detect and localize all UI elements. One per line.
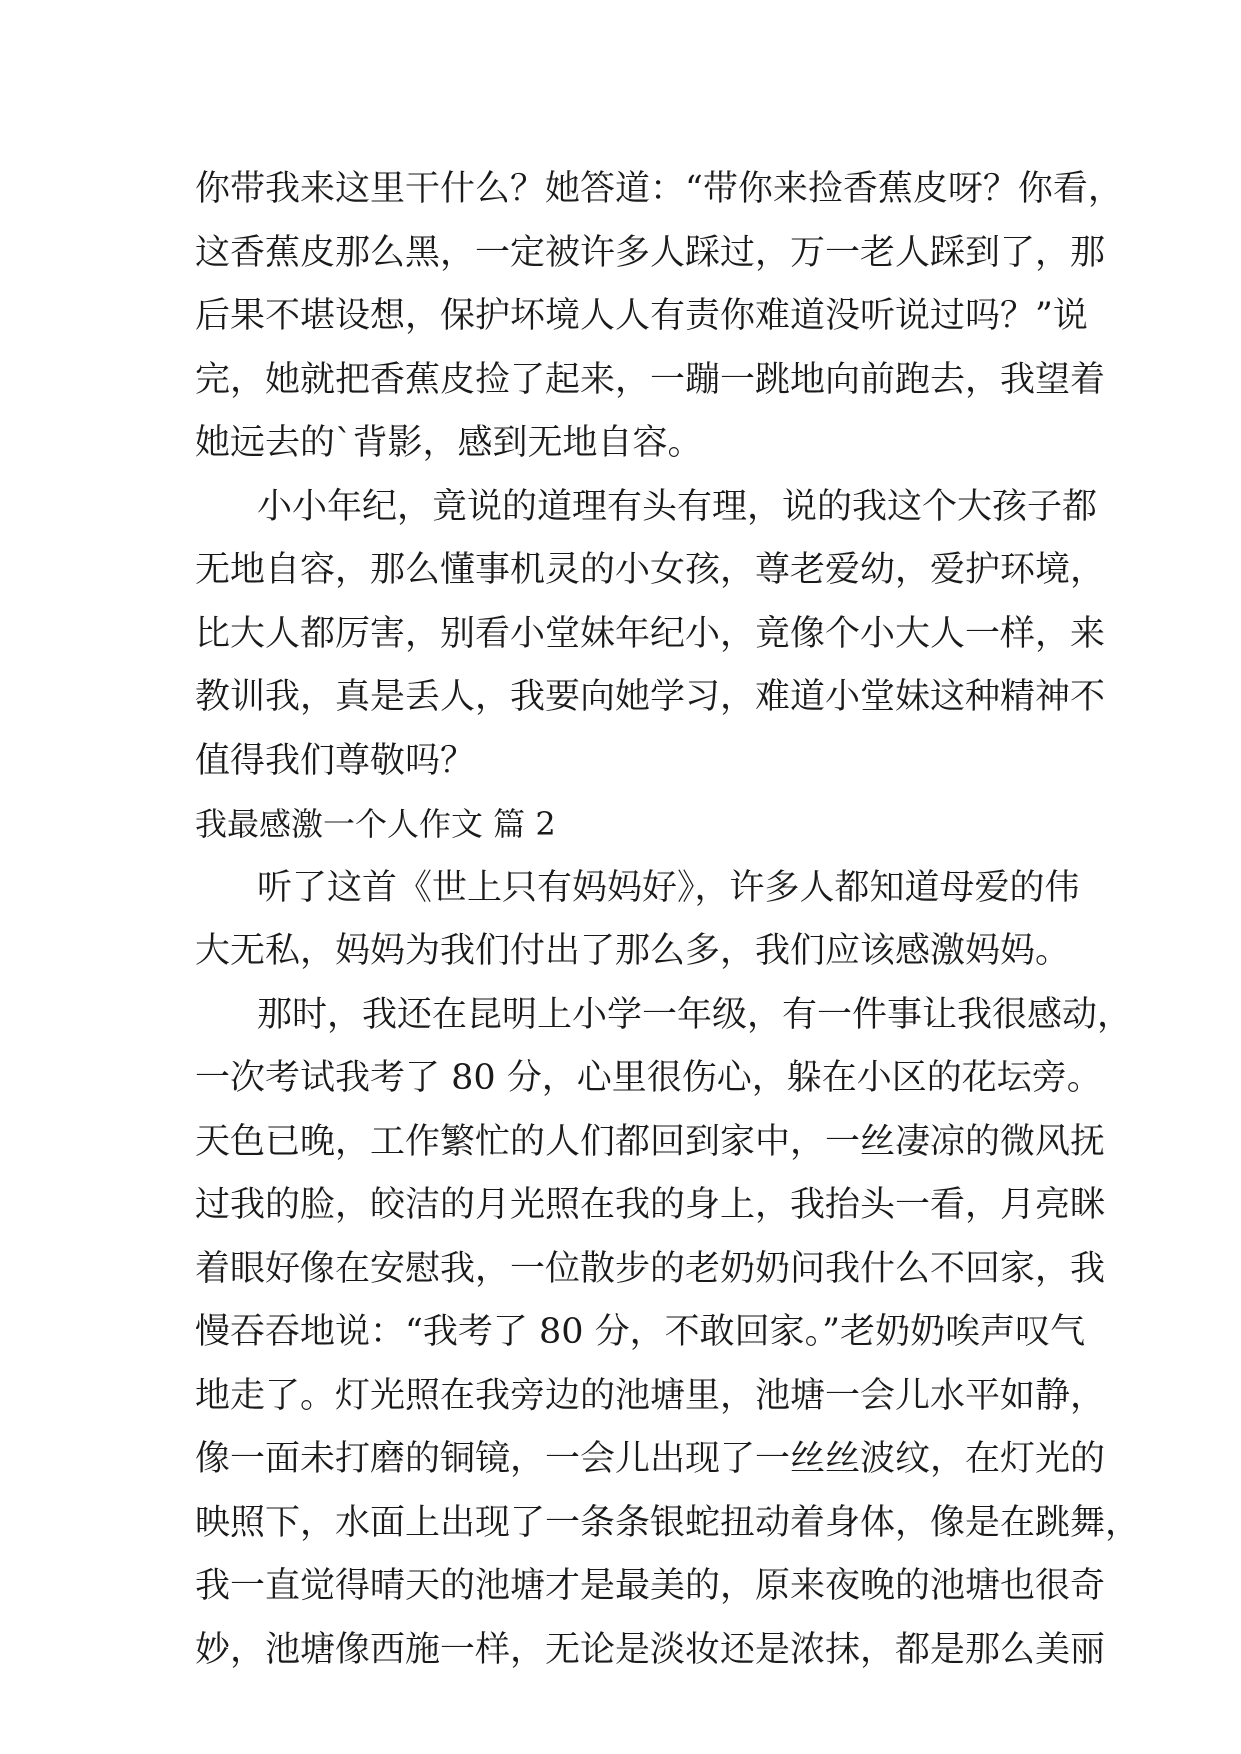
text-line: 教训我，真是丢人，我要向她学习，难道小堂妹这种精神不 [195,677,1106,717]
text-line: 这香蕉皮那么黑，一定被许多人踩过，万一老人踩到了，那 [195,232,1106,273]
text-line: 天色已晚，工作繁忙的人们都回到家中，一丝凄凉的微风抚 [195,1121,1106,1162]
text-line: 像一面未打磨的铜镜，一会儿出现了一丝丝波纹，在灯光的 [195,1439,1106,1479]
paragraph-2 [195,476,1106,794]
text-line: 后果不堪设想，保护坏境人人有责你难道没听说过吗？”说 [195,296,1088,336]
text-line: 听了这首《世上只有妈妈好》，许多人都知道母爱的伟 [257,867,1080,908]
text-line: 一次考试我考了 80 分，心里很伤心，躲在小区的花坛旁。 [195,1058,1102,1098]
text-line: 着眼好像在安慰我，一位散步的老奶奶问我什么不回家，我 [195,1248,1106,1289]
text-line: 你带我来这里干什么？她答道：“带你来捡香蕉皮呀？你看， [195,169,1123,209]
text-line: 值得我们尊敬吗？ [195,740,476,781]
section-heading: 我最感激一个人作文 篇 2 [195,805,556,843]
text-line: 大无私，妈妈为我们付出了那么多，我们应该感激妈妈。 [195,931,1071,971]
text-line: 比大人都厉害，别看小堂妹年纪小，竟像个小大人一样，来 [195,613,1106,654]
text-line: 慢吞吞地说：“我考了 80 分，不敢回家。”老奶奶唉声叹气 [195,1312,1086,1352]
paragraph-3 [195,857,1080,984]
text-line: 小小年纪，竟说的道理有头有理，说的我这个大孩子都 [257,486,1098,527]
paragraph-1 [195,158,1123,476]
text-line: 我一直觉得晴天的池塘才是最美的，原来夜晚的池塘也很奇 [195,1566,1106,1606]
text-line: 地走了。灯光照在我旁边的池塘里，池塘一会儿水平如静， [195,1375,1106,1416]
text-line: 无地自容，那么懂事机灵的小女孩，尊老爱幼，爱护环境， [195,550,1106,590]
text-line: 映照下，水面上出现了一条条银蛇扭动着身体，像是在跳舞， [195,1502,1141,1543]
text-line: 那时，我还在昆明上小学一年级，有一件事让我很感动， [257,994,1133,1035]
document-body [195,158,1141,1682]
text-line: 过我的脸，皎洁的月光照在我的身上，我抬头一看，月亮眯 [195,1185,1106,1225]
text-line: 完，她就把香蕉皮捡了起来，一蹦一跳地向前跑去，我望着 [195,359,1106,400]
text-line: 妙，池塘像西施一样，无论是淡妆还是浓抹，都是那么美丽 [195,1629,1106,1670]
paragraph-4 [195,984,1141,1683]
text-line: 她远去的`背影，感到无地自容。 [195,423,703,463]
